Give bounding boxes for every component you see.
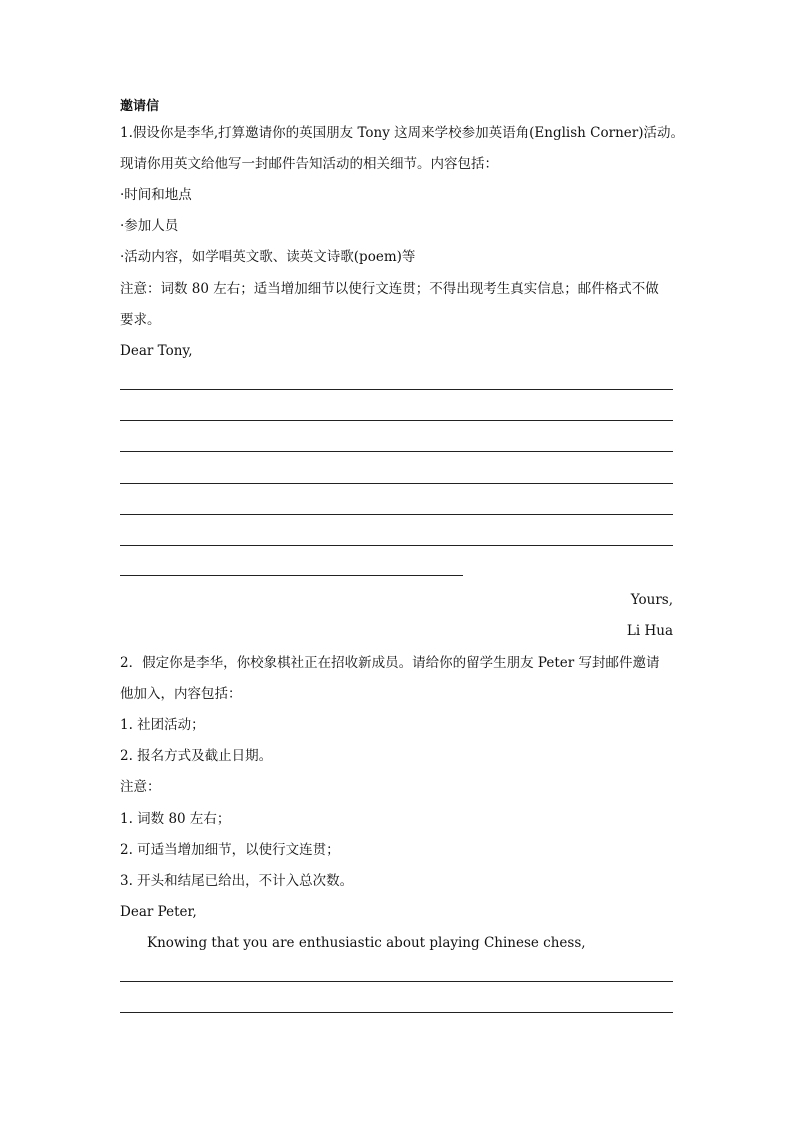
q1-point-participants: ·参加人员 [120,218,179,234]
q1-writing-line [120,389,673,390]
q1-writing-line [120,545,673,546]
q2-prompt-line-2: 他加入，内容包括： [120,686,242,702]
q2-writing-line [120,1012,673,1013]
q1-writing-line [120,451,673,452]
q1-prompt-line-2: 现请你用英文给他写一封邮件告知活动的相关细节。内容包括： [120,156,498,172]
q2-content-item: 2. 报名方式及截止日期。 [120,748,273,764]
q2-note-item: 3. 开头和结尾已给出，不计入总次数。 [120,873,354,889]
q1-note-line-1: 注意：词数 80 左右；适当增加细节以使行文连贯；不得出现考生真实信息；邮件格式不做 [120,281,659,297]
q1-closing: Yours, [630,592,673,608]
q1-writing-line [120,483,673,484]
q1-writing-line-short [120,575,463,576]
q2-note-heading: 注意： [120,779,161,795]
section-title: 邀请信 [120,99,160,114]
q2-greeting: Dear Peter, [120,904,197,920]
q1-note-line-2: 要求。 [120,312,161,328]
q1-point-time-place: ·时间和地点 [120,187,192,203]
q1-point-activities: ·活动内容，如学唱英文歌、读英文诗歌(poem)等 [120,249,416,265]
q2-opening-sentence: Knowing that you are enthusiastic about playing Chinese chess, [147,935,586,951]
q2-prompt-line-1: 2．假定你是李华，你校象棋社正在招收新成员。请给你的留学生朋友 Peter 写封邮件邀请 [120,655,660,671]
q2-writing-line [120,981,673,982]
q1-writing-line [120,420,673,421]
q1-prompt-line-1: 1.假设你是李华,打算邀请你的英国朋友 Tony 这周来学校参加英语角(English Corner)活动。 [120,125,684,141]
q2-note-item: 2. 可适当增加细节，以使行文连贯； [120,842,340,858]
q1-greeting: Dear Tony, [120,343,193,359]
q1-signature: Li Hua [626,623,673,639]
q1-writing-line [120,514,673,515]
q2-note-item: 1. 词数 80 左右； [120,811,231,827]
q2-content-item: 1. 社团活动； [120,717,205,733]
